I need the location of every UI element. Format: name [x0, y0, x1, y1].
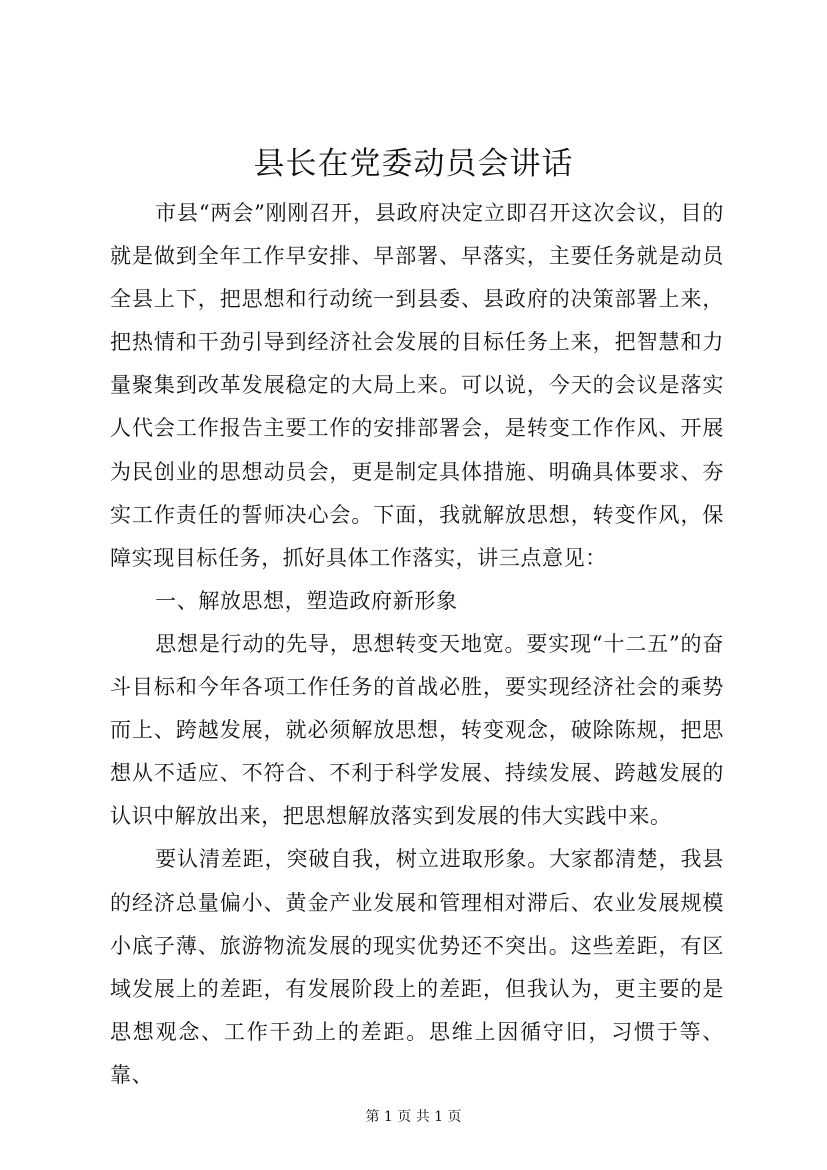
section-heading-1: 一、解放思想，塑造政府新形象	[155, 588, 458, 613]
paragraph-thought-liberation: 思想是行动的先导，思想转变天地宽。要实现“十二五”的奋斗目标和今年各项工作任务的首战必胜，要实现经济社会的乘势而上、跨越发展，就必须解放思想，转变观念，破除陈规，把思想从不适应、不符合、不利于科学发展、持续发展、跨越发展的认识中解放出来，把思想解放落实到发展的伟大实践中来。	[110, 631, 724, 829]
document-title: 县长在党委动员会讲话	[253, 146, 574, 182]
paragraph-intro: 市县“两会”刚刚召开，县政府决定立即召开这次会议，目的就是做到全年工作早安排、早部署、早落实，主要任务就是动员全县上下，把思想和行动统一到县委、县政府的决策部署上来，把热情和干劲引导到经济社会发展的目标任务上来，把智慧和力量聚集到改革发展稳定的大局上来。可以说，今天的会议是落实人代会工作报告主要工作的安排部署会，是转变工作作风、开展为民创业的思想动员会，更是制定具体措施、明确具体要求、夯实工作责任的誓师决心会。下面，我就解放思想，转变作风，保障实现目标任务，抓好具体工作落实，讲三点意见：	[110, 201, 724, 570]
paragraph-recognize-gap: 要认清差距，突破自我，树立进取形象。大家都清楚，我县的经济总量偏小、黄金产业发展和管理相对滞后、农业发展规模小底子薄、旅游物流发展的现实优势还不突出。这些差距，有区域发展上的差距，有发展阶段上的差距，但我认为，更主要的是思想观念、工作干劲上的差距。思维上因循守旧，习惯于等、靠、	[110, 847, 724, 1087]
page-footer: 第 1 页 共 1 页	[365, 1109, 462, 1125]
document-body	[110, 192, 724, 1097]
